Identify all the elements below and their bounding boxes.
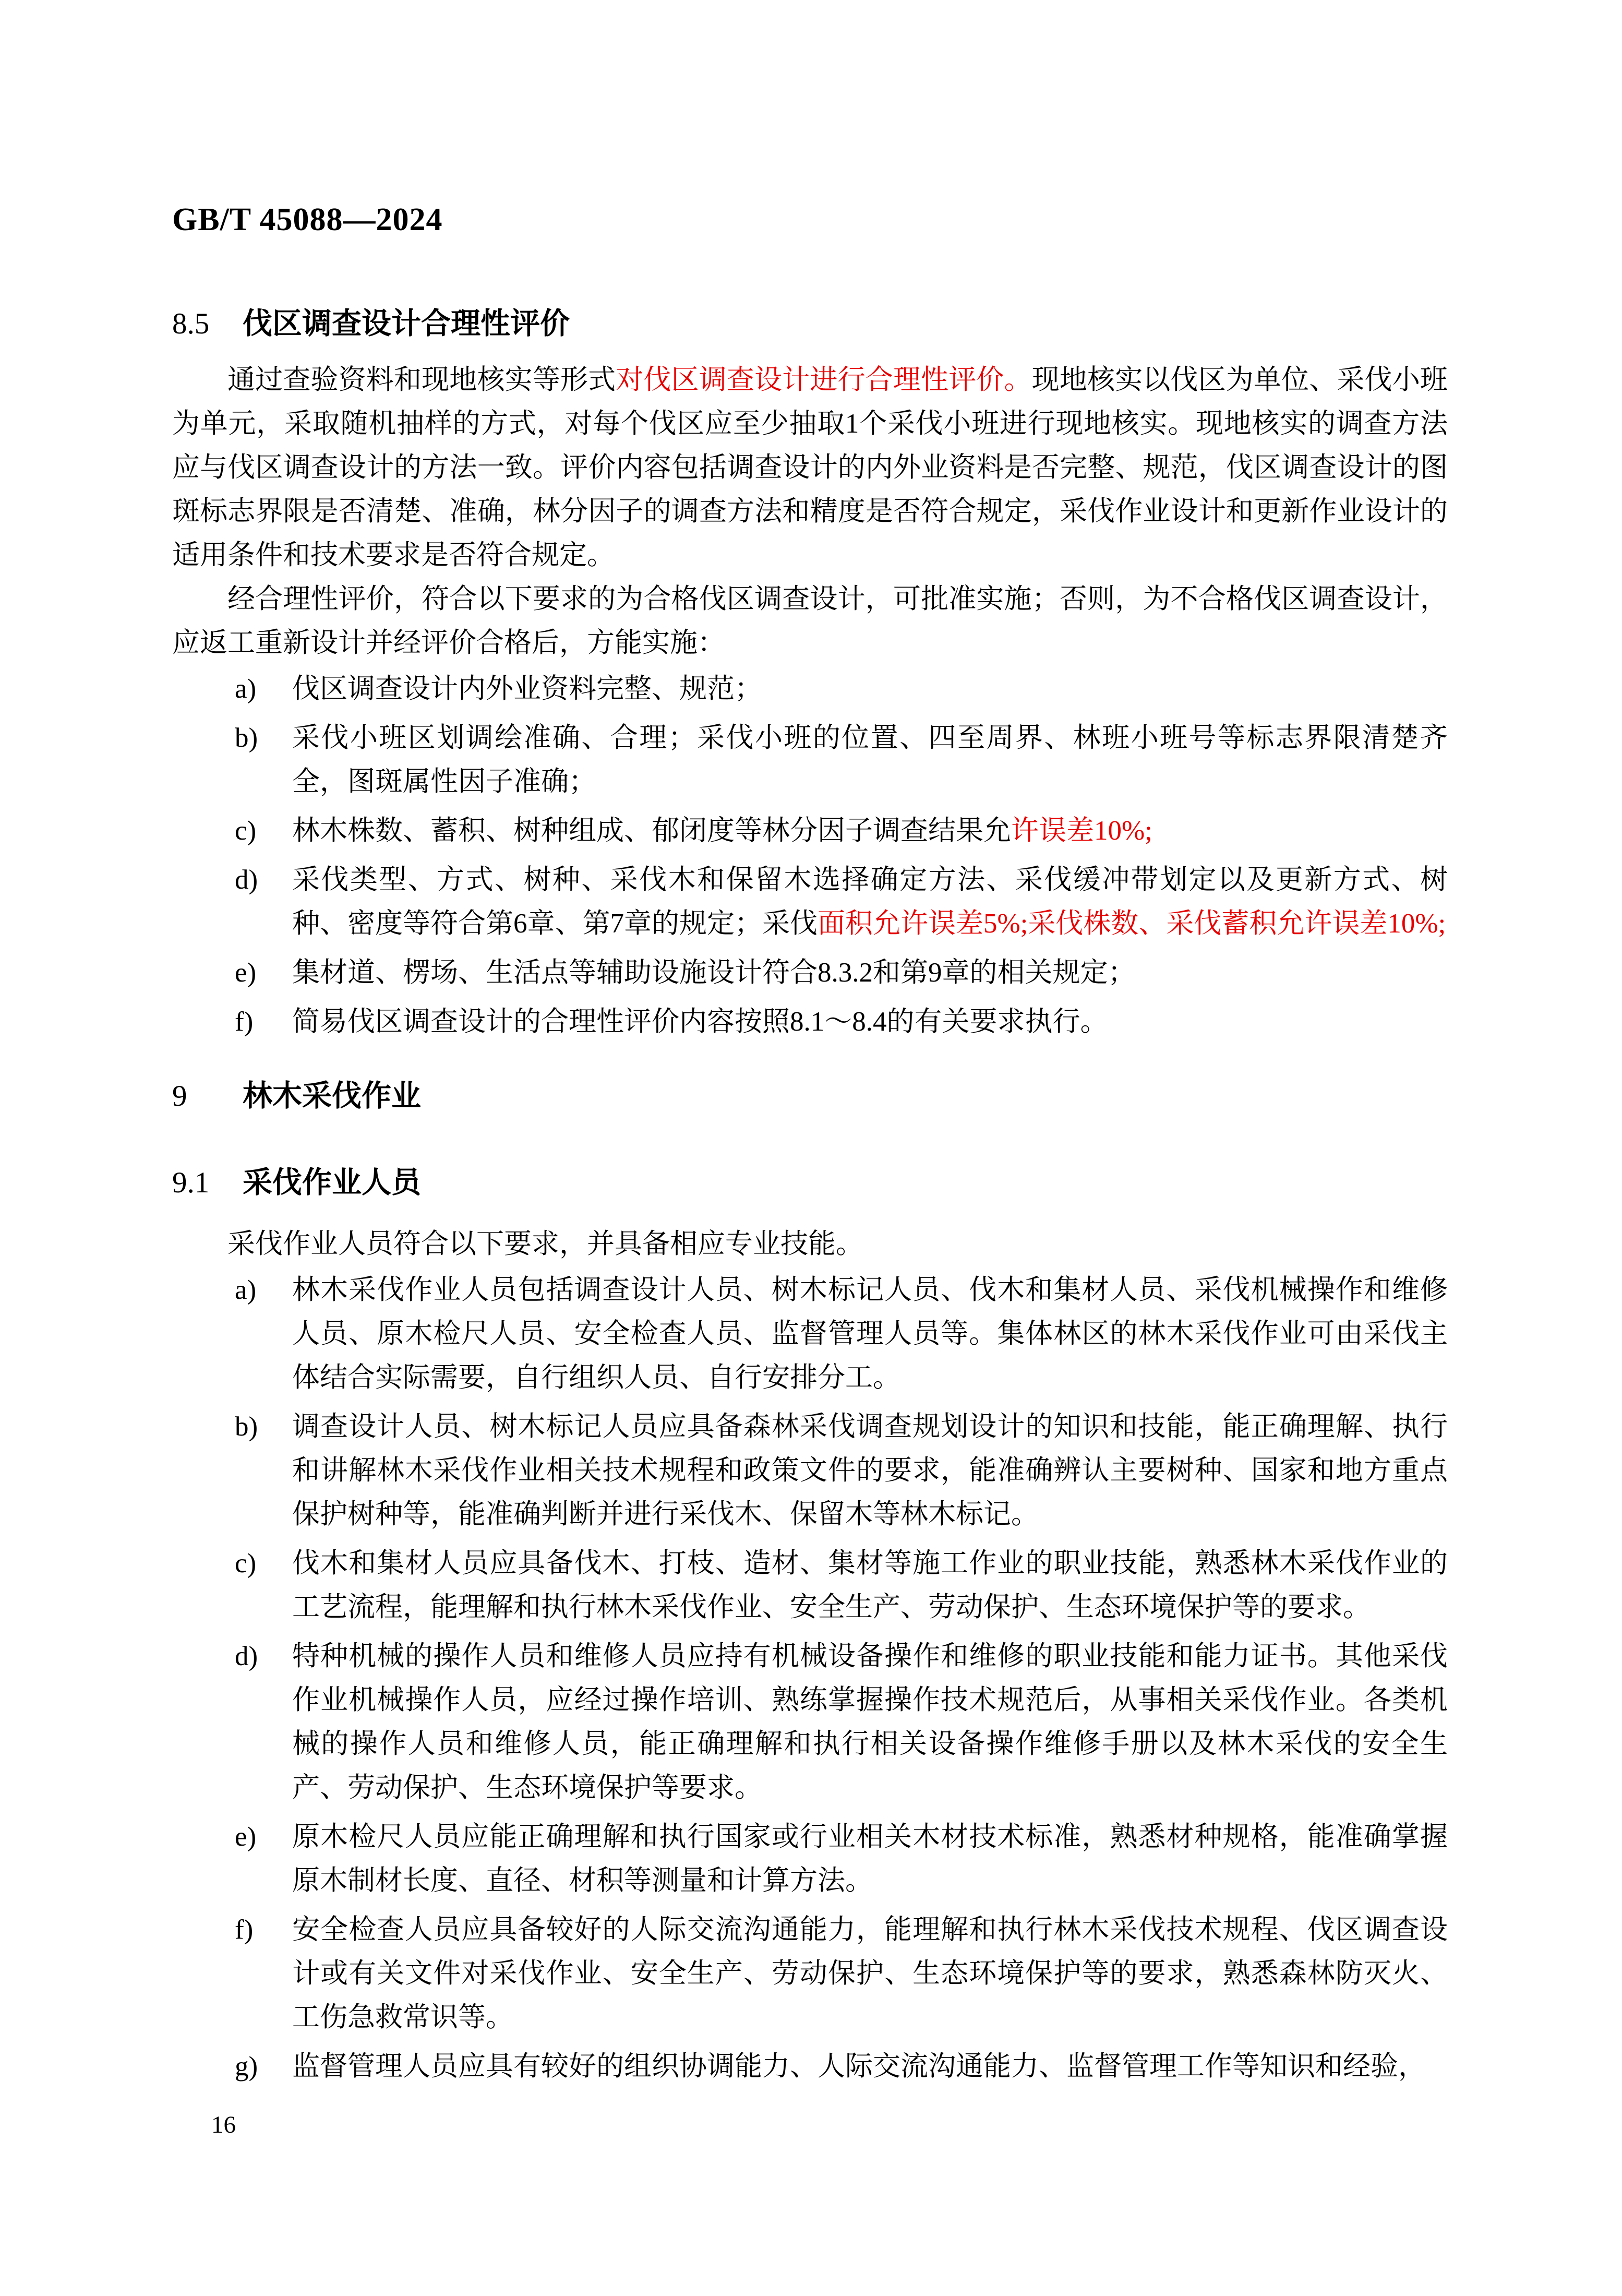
list-item-label: d)	[235, 1641, 258, 1671]
requirement-list-8-5	[172, 667, 1448, 1044]
list-item-text	[292, 865, 1448, 939]
list-item-label: a)	[235, 674, 257, 704]
paragraph-personnel-intro: 采伐作业人员符合以下要求，并具备相应专业技能。	[227, 1229, 863, 1259]
text-run: 现地核实以伐区为单位、采伐小班为单元，采取随机抽样的方式，对每个伐区应至少抽取1个采伐小班进行现地核实。现地核实的调查方法应与伐区调查设计的方法一致。评价内容包括调查设计的内外业资料是否完整、规范，伐区调查设计的图斑标志界限是否清楚、准确，林分因子的调查方法和精度是否符合规定，采伐作业设计和更新作业设计的适用条件和技术要求是否符合规定。	[172, 365, 1448, 570]
section-title: 伐区调查设计合理性评价	[243, 307, 570, 340]
section-heading-9	[172, 1075, 1448, 1117]
page-number: 16	[211, 2111, 236, 2138]
list-item	[172, 951, 1448, 995]
section-heading-8-5	[172, 303, 1448, 345]
list-item	[172, 1541, 1448, 1629]
text-run: 采伐类型、方式、树种、采伐木和保留木选择确定方法、采伐缓冲带划定以及更新方式、树种、密度等符合第6章、第7章的规定；采伐	[292, 865, 1448, 939]
list-item-label: c)	[235, 1548, 257, 1578]
section-number: 9	[172, 1080, 187, 1113]
list-item-text	[292, 1641, 1448, 1803]
list-item-text	[292, 1412, 1448, 1529]
list-item	[172, 858, 1448, 946]
list-item-label: b)	[235, 723, 258, 753]
list-item-text	[292, 1548, 1448, 1622]
highlighted-text-run: 面积允许误差5%;采伐株数、采伐蓄积允许误差10%;	[818, 908, 1446, 939]
list-item-text	[292, 1915, 1448, 2032]
text-run: 采伐小班区划调绘准确、合理；采伐小班的位置、四至周界、林班小班号等标志界限清楚齐全，图斑属性因子准确；	[292, 723, 1448, 797]
requirement-list-9-1	[172, 1268, 1448, 2088]
list-item-text	[292, 723, 1448, 797]
section-heading-9-1	[172, 1162, 1448, 1204]
text-run: 林木株数、蓄积、树种组成、郁闭度等林分因子调查结果允	[292, 816, 1011, 846]
list-item	[172, 1634, 1448, 1810]
list-item	[172, 1268, 1448, 1400]
section-title: 林木采伐作业	[243, 1079, 421, 1113]
list-item-label: c)	[235, 816, 257, 846]
list-item-label: f)	[235, 1007, 254, 1037]
highlighted-text-run: 许误差10%;	[1011, 816, 1152, 846]
list-item-text	[292, 1275, 1448, 1393]
text-run: 调查设计人员、树木标记人员应具备森林采伐调查规划设计的知识和技能，能正确理解、执行和讲解林木采伐作业相关技术规程和政策文件的要求，能准确辨认主要树种、国家和地方重点保护树种等，能准确判断并进行采伐木、保留木等林木标记。	[292, 1412, 1448, 1529]
list-item-label: d)	[235, 865, 258, 895]
list-item-label: f)	[235, 1915, 254, 1945]
list-item-label: b)	[235, 1412, 258, 1442]
paragraph-evaluation-result: 经合理性评价，符合以下要求的为合格伐区调查设计，可批准实施；否则，为不合格伐区调查设计，应返工重新设计并经评价合格后，方能实施：	[172, 584, 1448, 658]
list-item	[172, 1405, 1448, 1536]
text-run: 伐区调查设计内外业资料完整、规范；	[292, 674, 762, 704]
list-item	[172, 1000, 1448, 1044]
list-item-text	[292, 1822, 1448, 1896]
list-item	[172, 1815, 1448, 1903]
highlighted-text-run: 对伐区调查设计进行合理性评价。	[616, 365, 1032, 395]
standard-number-header: GB/T 45088—2024	[172, 202, 443, 237]
text-run: 特种机械的操作人员和维修人员应持有机械设备操作和维修的职业技能和能力证书。其他采伐作业机械操作人员，应经过操作培训、熟练掌握操作技术规范后，从事相关采伐作业。各类机械的操作人员和维修人员，能正确理解和执行相关设备操作维修手册以及林木采伐的安全生产、劳动保护、生态环境保护等要求。	[292, 1641, 1448, 1803]
list-item-label: e)	[235, 1822, 257, 1852]
list-item-text	[292, 816, 1152, 846]
text-run: 通过查验资料和现地核实等形式	[227, 365, 616, 395]
text-run: 简易伐区调查设计的合理性评价内容按照8.1～8.4的有关要求执行。	[292, 1007, 1108, 1037]
text-run: 林木采伐作业人员包括调查设计人员、树木标记人员、伐木和集材人员、采伐机械操作和维修人员、原木检尺人员、安全检查人员、监督管理人员等。集体林区的林木采伐作业可由采伐主体结合实际需要，自行组织人员、自行安排分工。	[292, 1275, 1448, 1393]
list-item	[172, 2044, 1448, 2088]
list-item-text	[292, 1007, 1108, 1037]
text-run: 监督管理人员应具有较好的组织协调能力、人际交流沟通能力、监督管理工作等知识和经验，	[292, 2051, 1426, 2082]
list-item-text	[292, 2051, 1426, 2082]
list-item-label: e)	[235, 958, 257, 988]
list-item-label: a)	[235, 1275, 257, 1305]
text-run: 伐木和集材人员应具备伐木、打枝、造材、集材等施工作业的职业技能，熟悉林木采伐作业的工艺流程，能理解和执行林木采伐作业、安全生产、劳动保护、生态环境保护等的要求。	[292, 1548, 1448, 1622]
list-item	[172, 716, 1448, 804]
list-item-text	[292, 674, 762, 704]
list-item-label: g)	[235, 2051, 258, 2082]
list-item	[172, 1908, 1448, 2039]
text-run: 原木检尺人员应能正确理解和执行国家或行业相关木材技术标准，熟悉材种规格，能准确掌握原木制材长度、直径、材积等测量和计算方法。	[292, 1822, 1448, 1896]
list-item	[172, 809, 1448, 853]
section-number: 9.1	[172, 1166, 210, 1199]
list-item	[172, 667, 1448, 711]
section-title: 采伐作业人员	[243, 1166, 421, 1199]
text-run: 集材道、楞场、生活点等辅助设施设计符合8.3.2和第9章的相关规定；	[292, 958, 1136, 988]
list-item-text	[292, 958, 1136, 988]
page-content	[172, 0, 1448, 2094]
section-number: 8.5	[172, 307, 210, 340]
text-run: 安全检查人员应具备较好的人际交流沟通能力，能理解和执行林木采伐技术规程、伐区调查设计或有关文件对采伐作业、安全生产、劳动保护、生态环境保护等的要求，熟悉森林防灭火、工伤急救常识等。	[292, 1915, 1448, 2032]
paragraph-evaluation-method	[172, 358, 1448, 577]
